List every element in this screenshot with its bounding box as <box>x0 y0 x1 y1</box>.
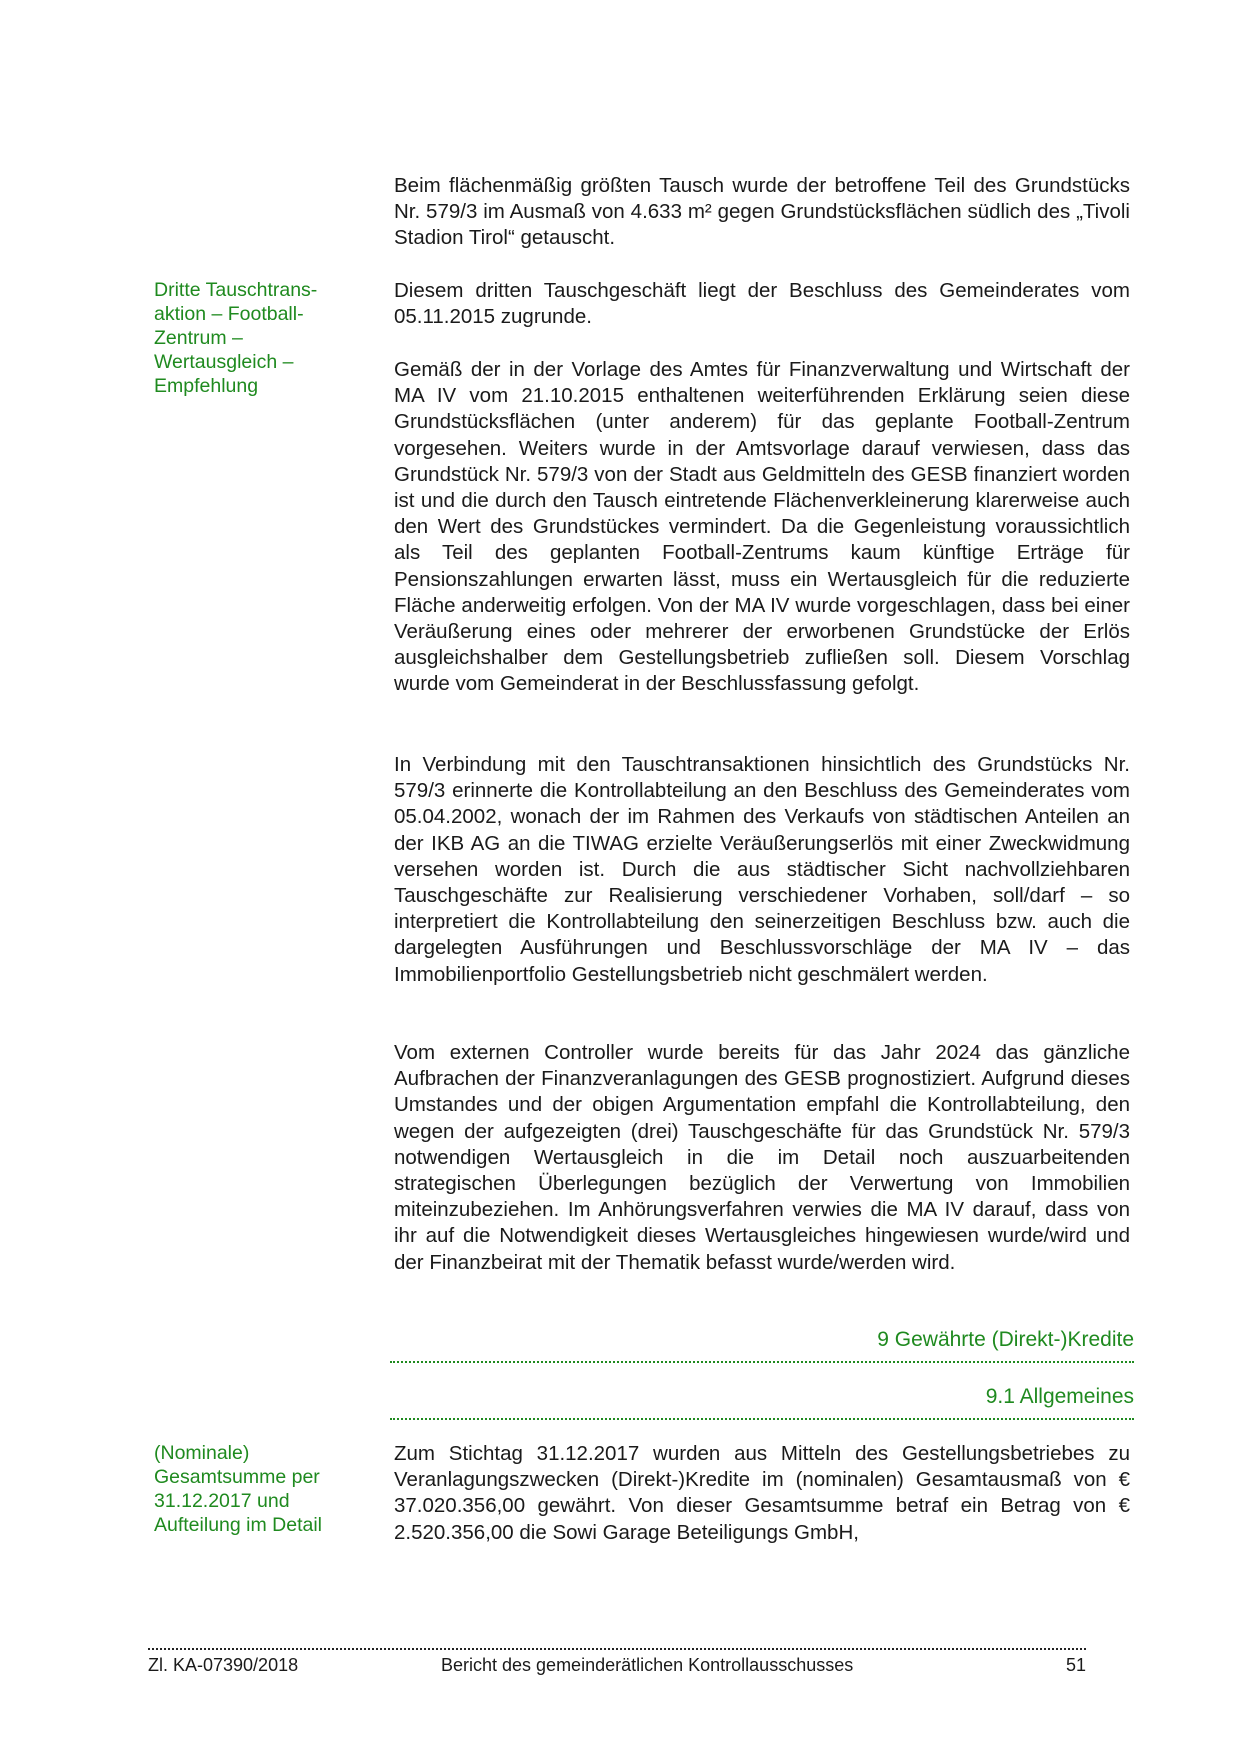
body-paragraph: Zum Stichtag 31.12.2017 wurden aus Mitteln des Gestellungsbetriebes zu Veranlagungszwecken (Direkt-)Kredite im (nominalen) Gesamtausmaß von € 37.020.356,00 gewährt. Von dieser Gesamtsumme betraf ein Betrag von € 2.520.356,00 die Sowi Garage Beteiligungs GmbH, <box>394 1442 1130 1544</box>
heading-divider <box>390 1418 1134 1420</box>
margin-note-gesamtsumme: (Nominale) Gesamtsumme per 31.12.2017 und Aufteilung im Detail <box>154 1442 322 1536</box>
body-paragraph-2-container <box>394 278 1130 330</box>
body-paragraph: Vom externen Controller wurde bereits für das Jahr 2024 das gänzliche Aufbrachen der Finanzveranlagungen des GESB prognostiziert. Aufgrund dieses Umstandes und der obigen Argumentation empfahl die Kontrollabteilung, den wegen der aufgezeigten (drei) Tauschgeschäfte für das Grundstück Nr. 579/3 notwendigen Wertausgleich in die im Detail noch auszuarbeitenden strategischen Überlegungen bezüglich der Verwertung von Immobilien miteinzubeziehen. Im Anhörungsverfahren verwies die MA IV darauf, dass von ihr auf die Notwendigkeit dieses Wertausgleiches hingewiesen wurde/wird und der Finanzbeirat mit der Thematik befasst wurde/werden wird. <box>394 1041 1130 1274</box>
footer-reference: Zl. KA-07390/2018 <box>148 1655 299 1675</box>
footer-divider <box>148 1648 1086 1650</box>
body-paragraph: Gemäß der in der Vorlage des Amtes für Finanzverwaltung und Wirtschaft der MA IV vom 21.10.2015 enthaltenen weiterführenden Erklärung seien diese Grundstücksflächen (unter anderem) für das geplante Football-Zentrum vorgesehen. Weiters wurde in der Amtsvorlage darauf verwiesen, dass das Grundstück Nr. 579/3 von der Stadt aus Geldmitteln des GESB finanziert worden ist und die durch den Tausch eintretende Flächenverkleinerung klarerweise auch den Wert des Grundstückes vermindert. Da die Gegenleistung voraussichtlich als Teil des geplanten Football-Zentrums kaum künftige Erträge für Pensionszahlungen erwarten lässt, muss ein Wertausgleich für die reduzierte Fläche anderweitig erfolgen. Von der MA IV wurde vorgeschlagen, dass bei einer Veräußerung eines oder mehrerer der erworbenen Grundstücke der Erlös ausgleichshalber dem Gestellungsbetrieb zufließen soll. Diesem Vorschlag wurde vom Gemeinderat in der Beschlussfassung gefolgt. <box>394 358 1130 696</box>
heading-divider <box>390 1361 1134 1363</box>
margin-note-tausch-empfehlung: Dritte Tauschtransaktion – Football-Zentrum – Wertausgleich – Empfehlung <box>154 279 318 397</box>
body-paragraph-1-container <box>394 173 1130 252</box>
page-number: 51 <box>1065 1655 1086 1675</box>
section-heading-9-1: 9.1 Allgemeines <box>985 1385 1134 1408</box>
body-paragraph: In Verbindung mit den Tauschtransaktionen hinsichtlich des Grundstücks Nr. 579/3 erinnerte die Kontrollabteilung an den Beschluss des Gemeinderates vom 05.04.2002, wonach der im Rahmen des Verkaufs von städtischen Anteilen an der IKB AG an die TIWAG erzielte Veräußerungserlös mit einer Zweckwidmung versehen worden ist. Durch die aus städtischer Sicht nachvollziehbaren Tauschgeschäfte zur Realisierung verschiedener Vorhaben, soll/darf – so interpretiert die Kontrollabteilung den seinerzeitigen Beschluss bzw. auch die dargelegten Ausführungen und Beschlussvorschläge der MA IV – das Immobilienportfolio Gestellungsbetrieb nicht geschmälert werden. <box>394 753 1130 986</box>
body-paragraph: Diesem dritten Tauschgeschäft liegt der Beschluss des Gemeinderates vom 05.11.2015 zugrunde. <box>394 279 1130 329</box>
body-paragraph-4-container <box>394 752 1130 988</box>
body-paragraph-6-container <box>394 1441 1130 1546</box>
body-paragraph-5-container <box>394 1040 1130 1276</box>
section-heading-9: 9 Gewährte (Direkt-)Kredite <box>877 1328 1134 1351</box>
body-paragraph-3-container <box>394 357 1130 698</box>
body-paragraph: Beim flächenmäßig größten Tausch wurde der betroffene Teil des Grundstücks Nr. 579/3 im Ausmaß von 4.633 m² gegen Grundstücksflächen südlich des „Tivoli Stadion Tirol“ getauscht. <box>394 174 1130 250</box>
footer-title: Bericht des gemeinderätlichen Kontrollausschusses <box>441 1655 854 1675</box>
